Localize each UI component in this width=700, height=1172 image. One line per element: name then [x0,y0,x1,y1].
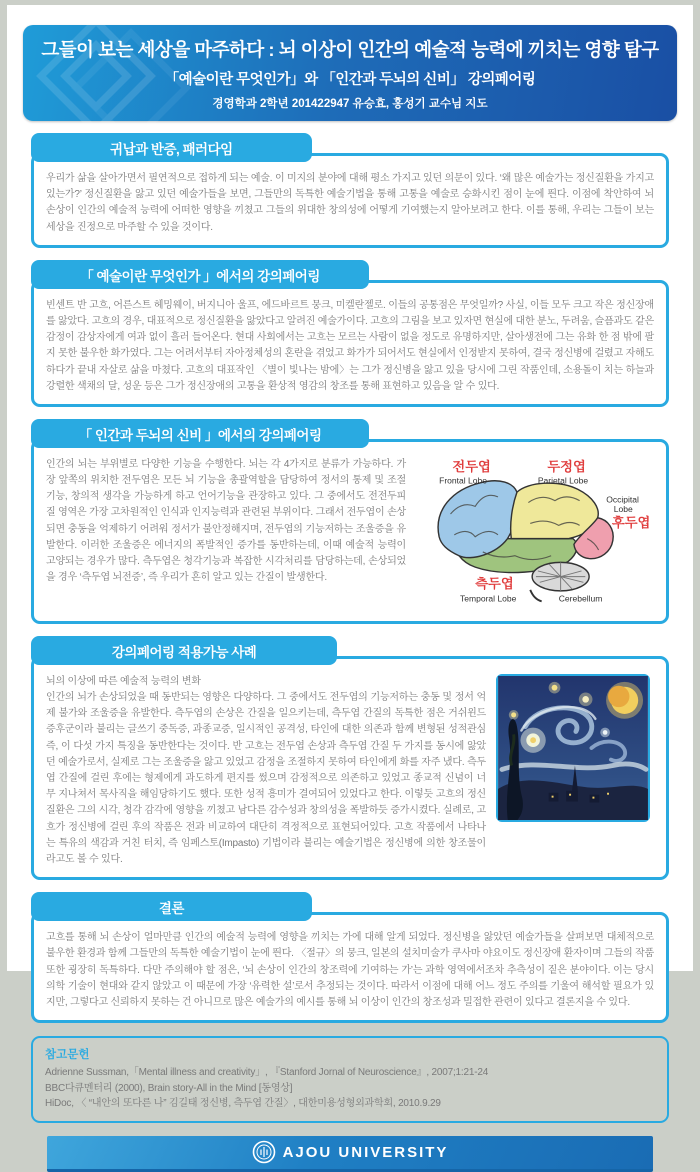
section-heading-banner: 「 예술이란 무엇인가 」에서의 강의페어링 [31,260,369,289]
section-box [31,912,669,1023]
university-name: AJOU UNIVERSITY [282,1143,449,1161]
ajou-university-seal-icon [252,1140,276,1164]
section-box [31,153,669,248]
poster-subtitle: 「예술이란 무엇인가」와 「인간과 두뇌의 신비」 강의페어링 [164,72,536,88]
parietal-lobe-label-ko: 두정엽 [547,459,586,475]
reference-item: Adrienne Sussman,「Mental illness and creativity」, 『Stanford Jornal of Neuroscience』, 2007;1:21-24 [45,1067,489,1079]
section-box [31,280,669,407]
frontal-lobe-label-ko: 전두엽 [452,459,491,475]
section-application-case [31,636,669,880]
poster-content [7,133,693,1172]
temporal-lobe-label-ko: 측두엽 [475,575,514,591]
brain-diagram-icon [416,457,654,607]
section-box [31,656,669,880]
section-body-text: 우리가 삶을 살아가면서 필연적으로 접하게 되는 예술. 이 미지의 분야에 대해 평소 가지고 있던 의문이 있다. ‘왜 많은 예술가는 정신질환을 가지고 있는가?’ 정신질환을 앓고 있던 예술가들을 보면, 그들만의 독특한 예술기법을 통해 고통을 예술로 승화시킨 점이 눈에 띈다. 이점에 착안하여 뇌 손상이 인간의 예술적 능력에 어떠한 영향을 끼쳤고 그들의 위대한 창의성에 어떻게 기여했는지 알아보려고 한다. 이를 통해, 우리는 그들이 보는 세상을 진정으로 마주할 수 있을 것이다. [46,173,654,233]
section-heading-banner: 귀납과 반증, 패러다임 [31,133,312,162]
starry-night-painting [496,674,654,822]
poster [7,5,693,1161]
section-body-text: 인간의 뇌는 부위별로 다양한 기능을 수행한다. 뇌는 각 4가지로 분류가 가능하다. 가장 앞쪽의 위치한 전두엽은 모든 뇌 기능을 총괄역할을 담당하여 정서의 통제 및 조절 기능, 창의적 생각을 가능하게 하고 언어기능을 관장하고 있다. 그 중에서도 전전두피질 영역은 가장 고차원적인 인식과 인지능력과 관련된 부위이다. 그래서 전두엽이 손상되면 충동을 억제하기 어려워 정서가 불안정해지며, 전두엽의 기능저하는 조울증을 유발한다. 이러한 조울증은 에너지의 폭발적인 증가를 동반하는데, 이때 예술적 능력이 고양되는 경우가 많다. 측두엽은 청각기능과 복잡한 시각처리를 담당하는데, 손상되었을 경우 ‘측두엽 뇌전증’, 즉 우리가 흔히 알고 있는 간질이 발생한다. [46,458,406,584]
occipital-lobe-label-ko: 후두엽 [611,515,651,531]
section-brain-mystery [31,419,669,624]
section-heading-banner: 강의페어링 적용가능 사례 [31,636,337,665]
poster-title: 그들이 보는 세상을 마주하다 : 뇌 이상이 인간의 예술적 능력에 끼치는 영향 탐구 [41,39,659,60]
section-body-column [46,674,486,868]
section-body-text: 빈센트 반 고흐, 어른스트 헤밍웨이, 버지니아 울프, 에드바르트 뭉크, 미켈란젤로. 이들의 공통점은 무엇일까? 사실, 이들 모두 크고 작은 정신장애를 앓았다. 고흐의 경우, 대표적으로 정신질환을 앓았다고 알려진 예술가이다. 고흐의 그림을 보고 있자면 현실에 대한 분노, 두려움, 슬픔과도 같은 감정이 감상자에게 여과 없이 흘러 들어온다. 현대 사회에서는 고흐는 모르는 사람이 없을 정도로 유명하지만, 살아생전에 그는 유화 한 점 밖에 팔지 못한 불우한 화가였다. 그는 어려서부터 자아정체성의 혼란을 겪었고 화가가 되어서도 현실에서 인정받지 못하여, 결국 정신병에 걸렸고 자해도 하다가 끝내 자살로 삶을 마쳤다. 고흐의 대표작인 〈별이 빛나는 밤에〉는 그가 정신병을 앓고 있을 당시에 그린 작품인데, 소용돌이 치는 하늘과 강렬한 색채의 달, 성운 등은 그가 정신장애의 고통을 환상적 영감의 창조를 통해 표현하고 있음을 알 수 있다. [46,299,654,392]
references-heading: 참고문헌 [45,1049,90,1062]
poster-byline: 경영학과 2학년 201422947 유승효, 홍성기 교수님 지도 [212,98,488,110]
poster-header [23,25,677,121]
brain-lobes-diagram [416,457,654,612]
section-body-text: 인간의 뇌가 손상되었을 때 동반되는 영향은 다양하다. 그 중에서도 전두엽의 기능저하는 충동 및 정서 억제 불가와 조울증을 유발한다. 측두엽의 손상은 간질을 일으키는데, 측두엽 간질의 독특한 점은 거쉬윈드 증후군이라 불리는 글쓰기 중독증, 과종교증, 일시적인 공격성, 타인에 대한 의존과 함께 변형된 성적관심 즉, 이 다섯 가지 특징을 동반한다는 것이다. 반 고흐는 전두엽 손상과 측두엽 간질 두 가지를 동시에 앓았던 예술가로서, 실제로 그는 조울증을 앓고 있었고 감정을 조절하지 못하여 타인에게 화를 자주 냈다. 측두엽 간질에 걸린 후에는 형제에게 과도하게 편지를 썼으며 감정적으로 의존하고 있었고 종교적 신념이 너무 지나쳐서 목사직을 해임당하기도 했다. 또한 성적 흥미가 결여되어 있었다고 한다. 이렇듯 고흐의 정신질환은 그의 시각, 청각 감각에 영향을 끼쳤고 남다른 감수성과 창의성을 폭발하듯 증가시켰다. 실례로, 고흐가 정신병에 걸린 후의 작품은 전과 비교하여 대단히 격정적으로 표현되어있다. 고흐 작품에서 나타나는 특유의 색감과 거친 터치, 즉 임페스토(Impasto) 기법이라 불리는 예술기법은 정신병에 의한 창조물이라고도 볼 수 있다. [46,692,486,865]
starry-night-icon [496,674,650,822]
reference-item: BBC다큐멘터리 (2000), Brain story-All in the Mind [동영상] [45,1082,293,1094]
section-box [31,439,669,624]
temporal-lobe-label-en: Temporal Lobe [460,593,517,604]
section-body-text: 고흐를 통해 뇌 손상이 얼마만큼 인간의 예술적 능력에 영향을 끼치는 가에 대해 알게 되었다. 정신병을 앓았던 예술가들을 살펴보면 대체적으로 불우한 환경과 함께 그들만의 독특한 예술기법이 눈에 띈다. 〈절규〉의 뭉크, 일본의 설치미술가 쿠사마 야요이도 정신장애 환자이며 그들의 작품 또한 굉장히 독특하다. 다만 주의해야 할 점은, ‘뇌 손상이 인간의 창조력에 기여하는 가’는 과학 영역에서조차 추측성이 짙은 분야이다. 이는 당시 의학 기술이 현대와 같지 않았고 이 때문에 가장 ‘유력한 설’로서 추정되는 것이다. 따라서 이점에 대해 어느 정도 주의를 기울여 해석할 필요가 있지만, 그렇다고 신뢰하지 못하는 건 아니므로 많은 예술가의 예시를 통해 뇌 이상이 인간의 창조성과 밀접한 관련이 있다고 결론지을 수 있다. [46,932,654,1008]
frontal-lobe-label-en: Frontal Lobe [439,475,488,486]
occipital-lobe-label-en1: Occipital [606,494,639,505]
references-list [45,1065,655,1112]
university-footer-bar [47,1136,653,1172]
occipital-lobe-label-en2: Lobe [613,503,633,514]
section-what-is-art [31,260,669,407]
section-heading-banner: 결론 [31,892,312,921]
references-box [31,1036,669,1123]
section-induction [31,133,669,248]
section-conclusion [31,892,669,1023]
section-body-intro: 뇌의 이상에 따른 예술적 능력의 변화 [46,675,201,687]
parietal-lobe-label-en: Parietal Lobe [537,475,589,486]
reference-item: HiDoc, 〈 “내안의 또다른 나” 김길태 정신병, 측두엽 간질〉, 대한미용성형외과학회, 2010.9.29 [45,1098,441,1110]
section-heading-banner: 「 인간과 두뇌의 신비 」에서의 강의페어링 [31,419,369,448]
cerebellum-label-en: Cerebellum [558,593,603,604]
